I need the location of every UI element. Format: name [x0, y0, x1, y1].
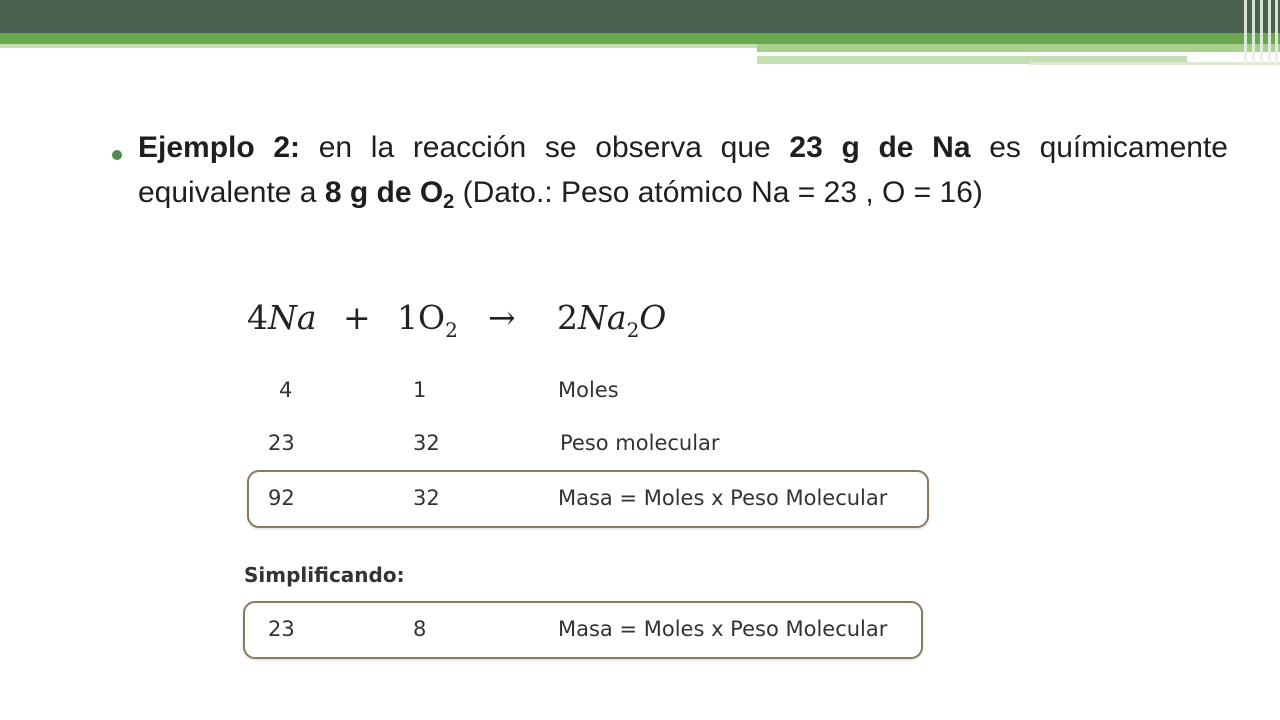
- simplified-na: 23: [268, 617, 295, 641]
- paragraph-text-2: es químicamente equivalente a: [138, 131, 1228, 209]
- reactant-oxygen: $1O_2$: [397, 298, 458, 342]
- header-green-bar: [0, 33, 1280, 44]
- header-right-bar-a: [757, 44, 1280, 52]
- example-label: Ejemplo 2:: [138, 131, 301, 164]
- molecular-weight-label: Peso molecular: [560, 431, 720, 455]
- reactant-sodium: 4Na: [247, 298, 317, 337]
- sodium-mass: 23 g de Na: [789, 131, 971, 164]
- molecular-weight-o2: 32: [413, 431, 440, 455]
- mass-o2: 32: [413, 486, 440, 510]
- product-sodium-oxide: $2Na_2O$: [557, 298, 667, 342]
- moles-label: Moles: [558, 378, 619, 402]
- mass-na: 92: [268, 486, 295, 510]
- header-dark-bar: [0, 0, 1280, 33]
- simplified-label: Masa = Moles x Peso Molecular: [558, 617, 888, 641]
- simplify-label: Simplificando:: [244, 563, 405, 587]
- mass-label: Masa = Moles x Peso Molecular: [558, 486, 888, 510]
- paragraph-text-3: (Dato.: Peso atómico Na = 23 , O = 16): [454, 176, 983, 209]
- header-light-bar: [0, 44, 760, 48]
- simplified-o2: 8: [413, 617, 427, 641]
- moles-o2: 1: [413, 378, 427, 402]
- header-stripes: [1240, 0, 1280, 66]
- example-paragraph: [138, 125, 1228, 215]
- molecular-weight-na: 23: [268, 431, 295, 455]
- moles-na: 4: [279, 378, 293, 402]
- paragraph-text-1: en la reacción se observa que: [300, 131, 790, 164]
- oxygen-mass: 8 g de $O_2$: [324, 176, 455, 213]
- plus-sign: +: [343, 298, 371, 337]
- bullet-dot: [112, 150, 122, 160]
- reaction-arrow: →: [488, 298, 516, 337]
